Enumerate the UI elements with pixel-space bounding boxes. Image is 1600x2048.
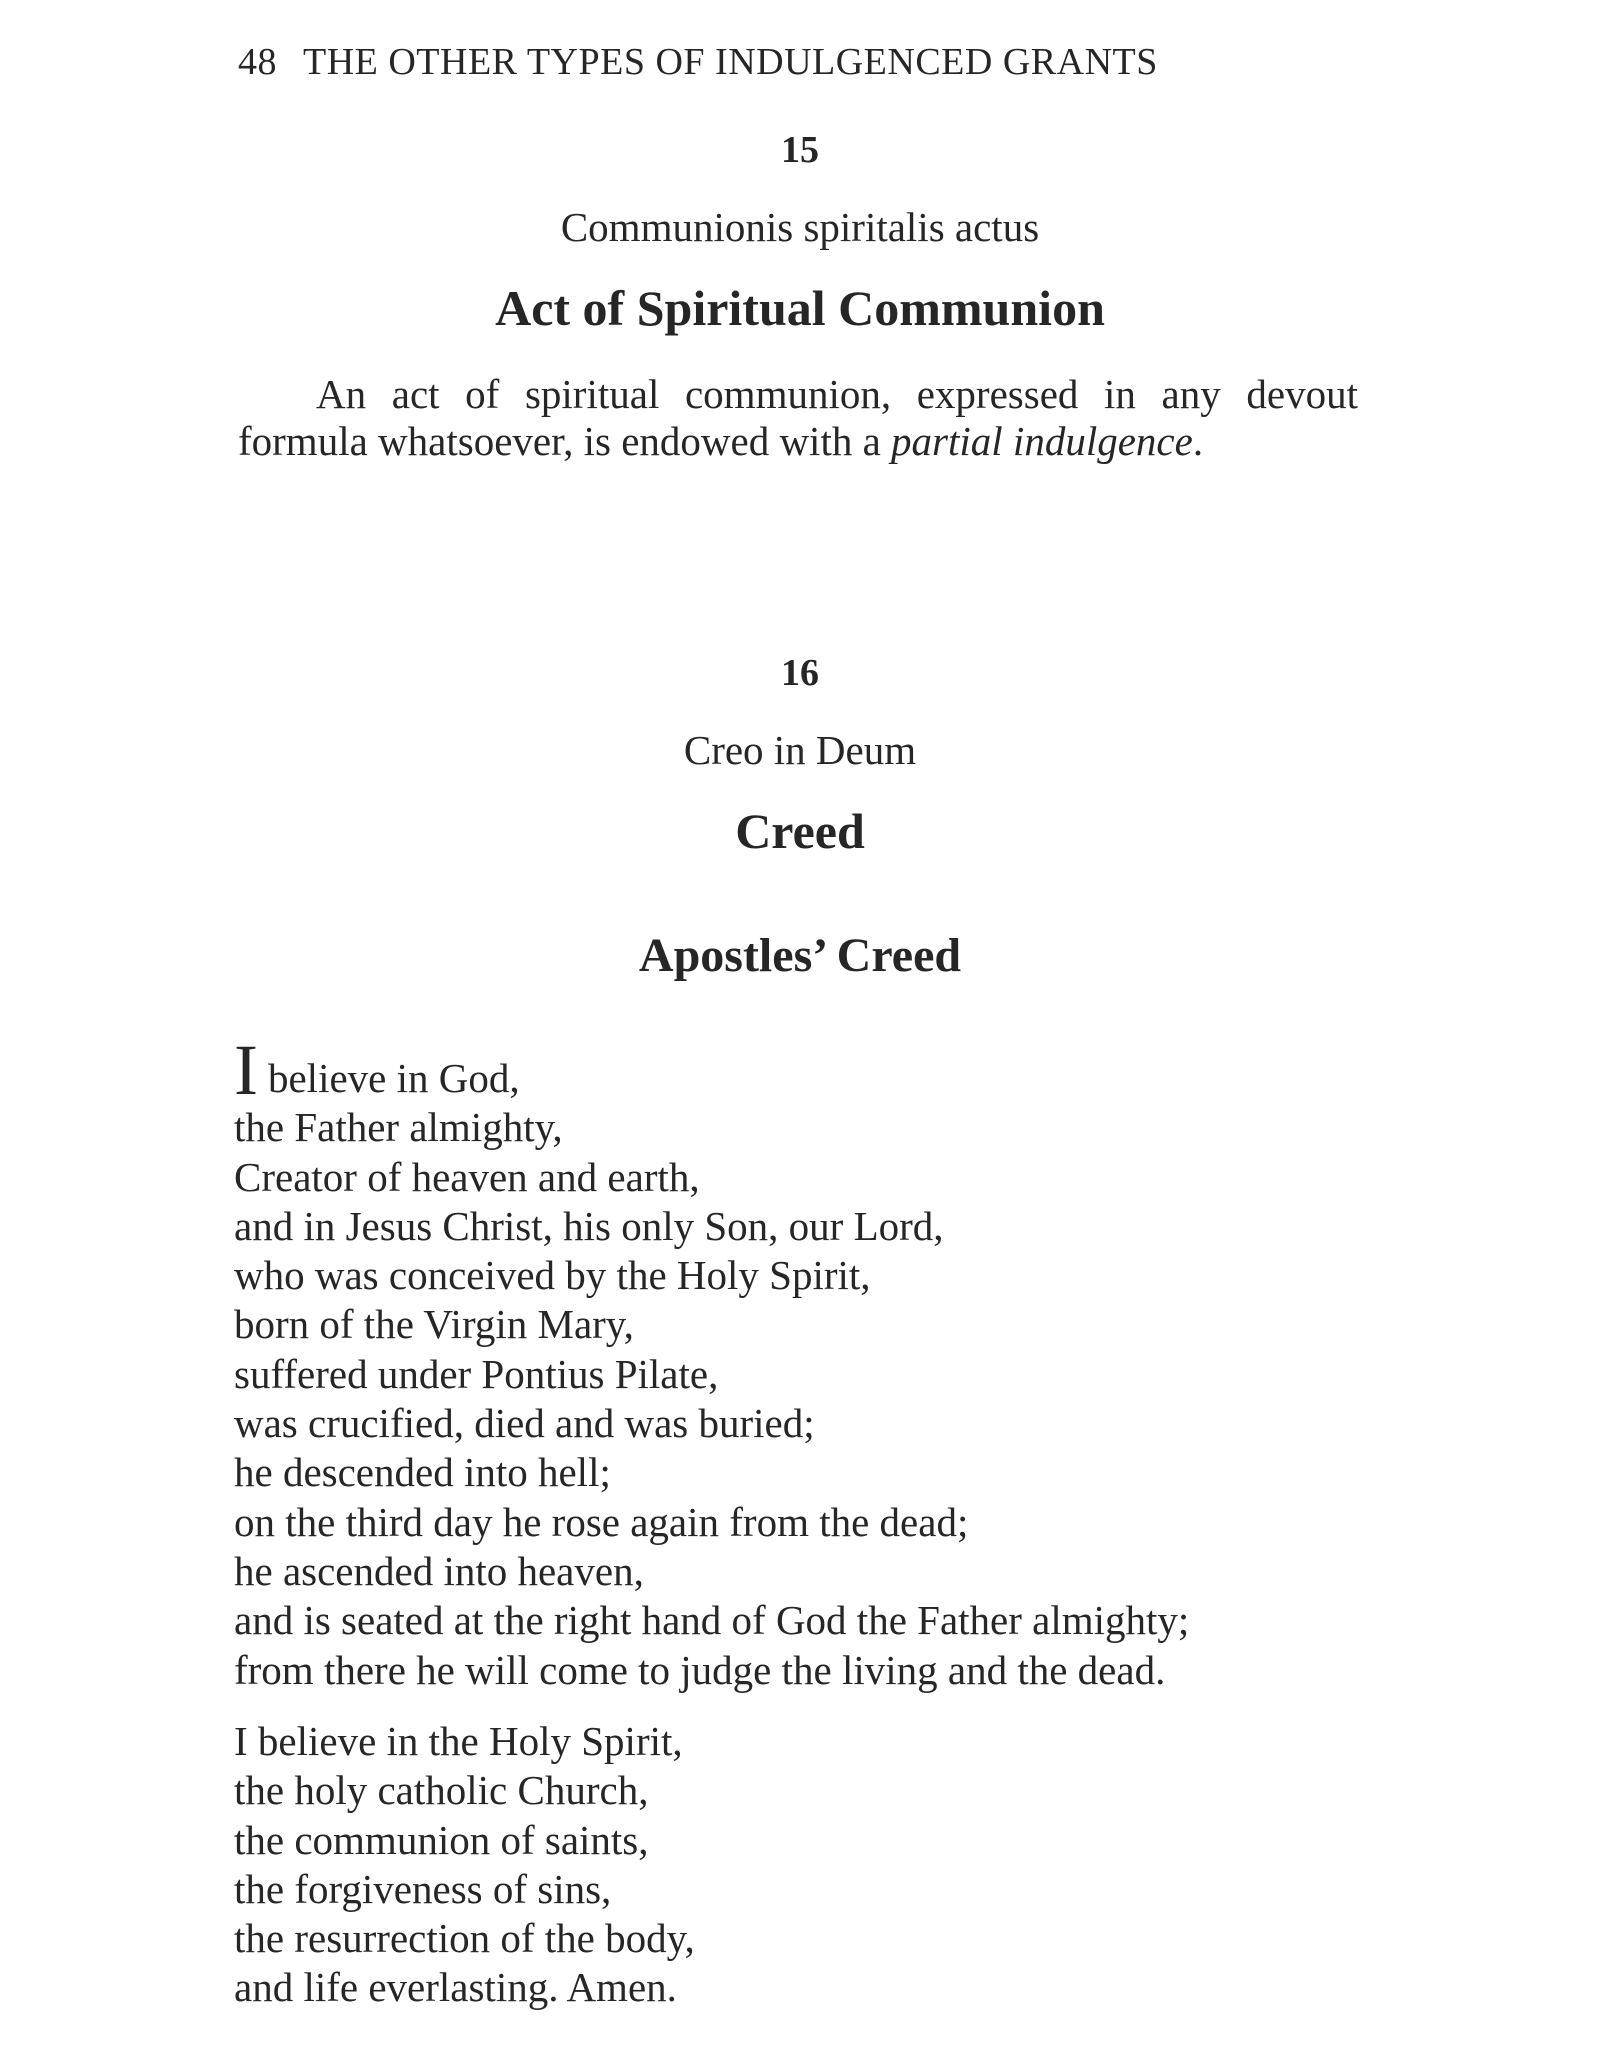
creed-line: I believe in the Holy Spirit, bbox=[234, 1718, 683, 1764]
creed-line: the communion of saints, bbox=[234, 1816, 649, 1863]
creed-line: suffered under Pontius Pilate, bbox=[234, 1350, 719, 1397]
creed-line: and life everlasting. Amen. bbox=[234, 1964, 677, 2011]
creed-line: the forgiveness of sins, bbox=[234, 1865, 612, 1912]
creed-line: on the third day he rose again from the dead; bbox=[234, 1498, 969, 1545]
running-head-title: THE OTHER TYPES OF INDULGENCED GRANTS bbox=[303, 41, 1158, 83]
creed-line: and is seated at the right hand of God the Father almighty; bbox=[234, 1597, 1190, 1644]
creed-line: from there he will come to judge the living and the dead. bbox=[234, 1646, 1166, 1693]
section-15-body-text: An act of spiritual communion, expressed in any devout formula whatsoever, is endowed with a bbox=[238, 371, 1358, 464]
creed-line: who was conceived by the Holy Spirit, bbox=[234, 1252, 871, 1299]
creed-line: Creator of heaven and earth, bbox=[234, 1153, 700, 1200]
creed-line bbox=[234, 1030, 1189, 1110]
creed-line-text: believe in God, bbox=[267, 1055, 520, 1101]
creed-line: and in Jesus Christ, his only Son, our Lord, bbox=[234, 1202, 944, 1249]
creed-stanza-1 bbox=[234, 1030, 1190, 1695]
section-15-title: Act of Spiritual Communion bbox=[495, 280, 1105, 336]
creed-line: the Father almighty, bbox=[234, 1104, 563, 1151]
section-16-subtitle: Apostles’ Creed bbox=[638, 929, 962, 982]
creed-line: he ascended into heaven, bbox=[234, 1547, 644, 1594]
creed-line: the resurrection of the body, bbox=[234, 1915, 695, 1962]
section-16-title: Creed bbox=[735, 803, 865, 859]
drop-cap: I bbox=[234, 1030, 258, 1110]
section-15-body-emphasis: partial indulgence bbox=[891, 418, 1193, 464]
page-number: 48 bbox=[238, 41, 277, 83]
section-16-latin-title: Creo in Deum bbox=[683, 727, 917, 773]
section-15-number: 15 bbox=[781, 129, 819, 171]
running-head bbox=[238, 40, 1158, 84]
creed-line: he descended into hell; bbox=[234, 1449, 611, 1496]
section-15-body-end: . bbox=[1192, 418, 1204, 464]
section-16-number: 16 bbox=[781, 652, 819, 694]
creed-line: born of the Virgin Mary, bbox=[234, 1301, 634, 1348]
creed-stanza-2 bbox=[234, 1717, 695, 2013]
creed-line: the holy catholic Church, bbox=[234, 1767, 649, 1814]
section-15-latin-title: Communionis spiritalis actus bbox=[560, 204, 1040, 250]
creed-line: was crucified, died and was buried; bbox=[234, 1400, 815, 1447]
section-15-body bbox=[238, 371, 1358, 465]
